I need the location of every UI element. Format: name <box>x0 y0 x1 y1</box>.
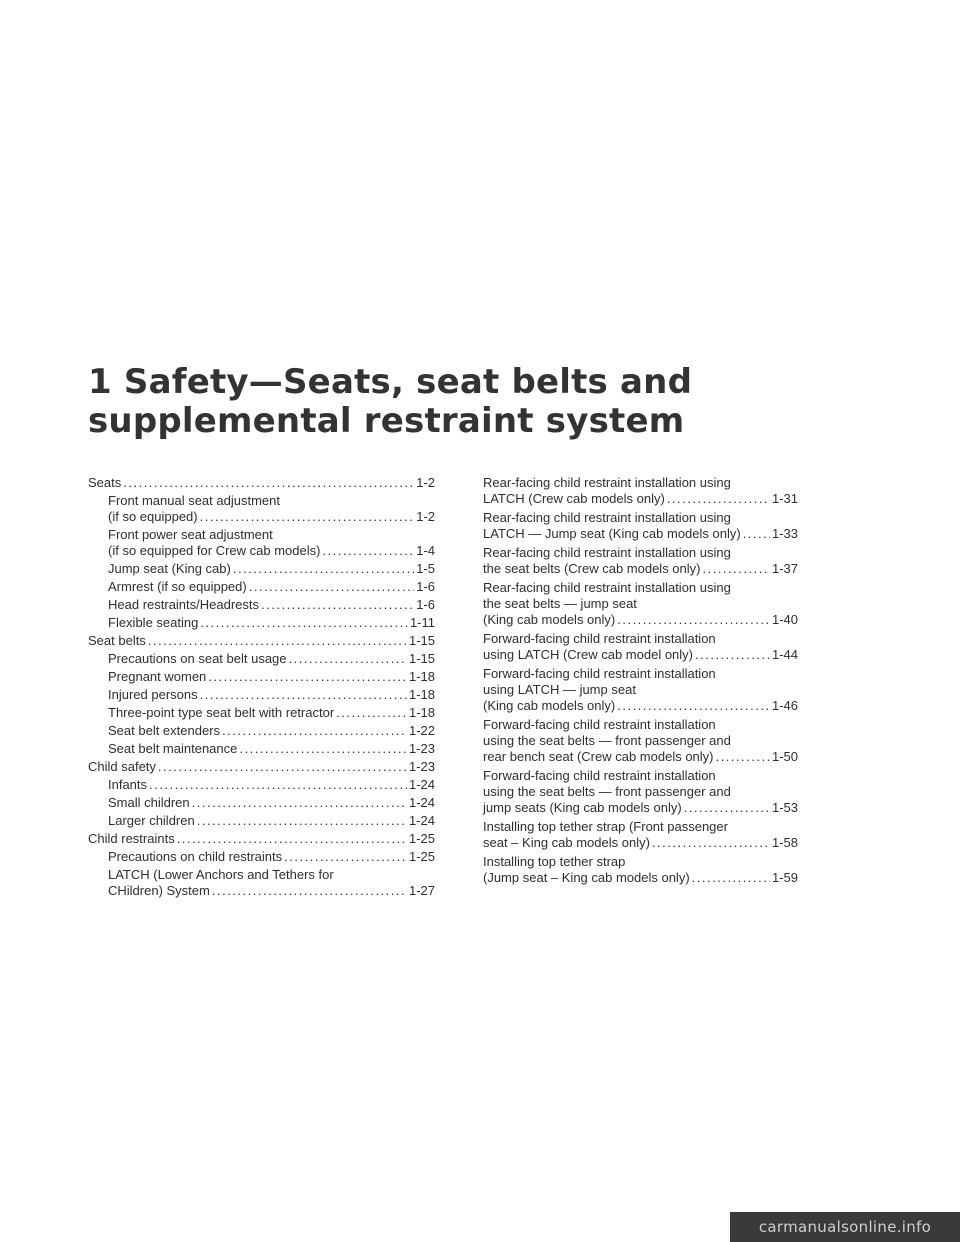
toc-left-column <box>88 475 435 901</box>
toc-entry[interactable] <box>88 723 435 739</box>
toc-entry-leader-row <box>483 647 798 663</box>
dot-leader <box>289 651 407 667</box>
toc-entry-text: (King cab models only) <box>483 612 616 627</box>
dot-leader <box>695 647 770 663</box>
toc-page-number: 1-2 <box>416 475 435 490</box>
dot-leader <box>123 475 414 491</box>
toc-entry[interactable] <box>483 854 798 886</box>
dot-leader <box>148 633 407 649</box>
toc-page-number: 1-37 <box>771 561 798 576</box>
toc-entry-leader-row <box>483 698 798 714</box>
toc-entry-text: Forward-facing child restraint installation <box>483 768 716 783</box>
toc-entry-leader-row <box>108 561 435 577</box>
toc-entry-text: CHildren) System <box>108 883 210 898</box>
toc-entry-text: Flexible seating <box>108 615 199 630</box>
toc-entry-text: Rear-facing child restraint installation using <box>483 545 731 560</box>
toc-entry-leader-row <box>88 831 435 847</box>
toc-entry-leader-row <box>483 749 798 765</box>
toc-entry-text: Forward-facing child restraint installation <box>483 717 716 732</box>
toc-entry-text: Seats <box>88 475 122 490</box>
toc-page-number: 1-11 <box>409 615 435 630</box>
chapter-title-line-2: supplemental restraint system <box>88 401 685 441</box>
toc-entry[interactable] <box>88 615 435 631</box>
watermark-banner[interactable] <box>730 1212 960 1242</box>
toc-entry-leader-row <box>483 612 798 628</box>
toc-page-number: 1-6 <box>416 597 435 612</box>
toc-page-number: 1-24 <box>408 795 435 810</box>
toc-entry-text: Jump seat (King cab) <box>108 561 231 576</box>
dot-leader <box>322 543 414 559</box>
toc-entry-text: rear bench seat (Crew cab models only) <box>483 749 714 764</box>
dot-leader <box>667 491 770 507</box>
toc-entry-leader-row <box>108 813 435 829</box>
toc-entry-leader-row <box>108 651 435 667</box>
dot-leader <box>197 813 407 829</box>
toc-entry[interactable] <box>88 579 435 595</box>
toc-entry-text: Pregnant women <box>108 669 207 684</box>
toc-page-number: 1-25 <box>408 831 435 846</box>
toc-entry[interactable] <box>88 669 435 685</box>
toc-page-number: 1-58 <box>771 835 798 850</box>
toc-entry-text: Front manual seat adjustment <box>108 493 280 508</box>
toc-entry[interactable] <box>88 867 435 899</box>
toc-entry-text: the seat belts — jump seat <box>483 596 637 611</box>
toc-entry-leader-row <box>108 741 435 757</box>
toc-page-number: 1-40 <box>771 612 798 627</box>
toc-page-number: 1-4 <box>416 543 435 558</box>
toc-entry-leader-row <box>108 777 435 793</box>
toc-entry[interactable] <box>88 813 435 829</box>
toc-entry-text: Small children <box>108 795 190 810</box>
dot-leader <box>200 687 407 703</box>
toc-entry-leader-row <box>483 561 798 577</box>
toc-entry-text: Front power seat adjustment <box>108 527 273 542</box>
toc-page-number: 1-53 <box>771 800 798 815</box>
toc-entry-text: Infants <box>108 777 148 792</box>
toc-page-number: 1-18 <box>408 669 435 684</box>
toc-entry[interactable] <box>88 527 435 559</box>
toc-entry-text: LATCH — Jump seat (King cab models only) <box>483 526 741 541</box>
toc-entry[interactable] <box>483 717 798 765</box>
toc-entry[interactable] <box>88 759 435 775</box>
toc-entry[interactable] <box>88 687 435 703</box>
toc-entry[interactable] <box>88 633 435 649</box>
dot-leader <box>200 509 415 525</box>
toc-entry-leader-row <box>108 579 435 595</box>
toc-page-number: 1-6 <box>416 579 435 594</box>
toc-entry-leader-row <box>483 870 798 886</box>
toc-entry-leader-row <box>108 669 435 685</box>
toc-entry-leader-row <box>88 633 435 649</box>
toc-entry-text: Rear-facing child restraint installation using <box>483 475 731 490</box>
toc-page-number: 1-15 <box>408 651 435 666</box>
toc-page-number: 1-44 <box>771 647 798 662</box>
dot-leader <box>212 883 407 899</box>
toc-entry-leader-row <box>108 687 435 703</box>
toc-entry-leader-row <box>483 800 798 816</box>
dot-leader <box>158 759 407 775</box>
toc-page-number: 1-27 <box>408 883 435 898</box>
dot-leader <box>200 615 408 631</box>
dot-leader <box>617 698 770 714</box>
toc-page-number: 1-50 <box>771 749 798 764</box>
dot-leader <box>702 561 769 577</box>
dot-leader <box>652 835 770 851</box>
toc-page-number: 1-2 <box>416 509 435 524</box>
dot-leader <box>149 777 407 793</box>
dot-leader <box>284 849 407 865</box>
toc-entry-text: Child restraints <box>88 831 175 846</box>
dot-leader <box>208 669 407 685</box>
toc-entry[interactable] <box>483 666 798 714</box>
toc-entry-text: Precautions on seat belt usage <box>108 651 287 666</box>
toc-entry-leader-row <box>108 883 435 899</box>
toc-entry-leader-row <box>108 509 435 525</box>
dot-leader <box>249 579 414 595</box>
toc-entry[interactable] <box>88 831 435 847</box>
toc-entry[interactable] <box>483 819 798 851</box>
toc-entry-leader-row <box>108 705 435 721</box>
toc-entry-text: seat – King cab models only) <box>483 835 650 850</box>
toc-entry[interactable] <box>88 475 435 491</box>
toc-entry-text: Rear-facing child restraint installation using <box>483 510 731 525</box>
toc-entry-leader-row <box>483 526 798 542</box>
toc-entry-text: Head restraints/Headrests <box>108 597 260 612</box>
toc-page-number: 1-46 <box>771 698 798 713</box>
dot-leader <box>233 561 414 577</box>
toc-page-number: 1-25 <box>408 849 435 864</box>
toc-entry[interactable] <box>88 705 435 721</box>
toc-entry[interactable] <box>483 545 798 577</box>
toc-entry-text: Seat belt extenders <box>108 723 221 738</box>
toc-entry-text: Rear-facing child restraint installation using <box>483 580 731 595</box>
toc-entry-text: using LATCH — jump seat <box>483 682 636 697</box>
toc-entry-text: using the seat belts — front passenger and <box>483 784 731 799</box>
toc-entry[interactable] <box>88 597 435 613</box>
dot-leader <box>222 723 407 739</box>
toc-entry[interactable] <box>88 777 435 793</box>
toc-page-number: 1-24 <box>408 813 435 828</box>
dot-leader <box>743 526 770 542</box>
toc-entry-text: Installing top tether strap (Front passenger <box>483 819 728 834</box>
toc-entry-text: Installing top tether strap <box>483 854 626 869</box>
toc-page-number: 1-33 <box>771 526 798 541</box>
toc-entry-text: using LATCH (Crew cab model only) <box>483 647 693 662</box>
toc-page-number: 1-5 <box>416 561 435 576</box>
toc-entry[interactable] <box>88 741 435 757</box>
dot-leader <box>716 749 770 765</box>
toc-entry[interactable] <box>483 580 798 628</box>
dot-leader <box>239 741 407 757</box>
toc-entry-text: Injured persons <box>108 687 198 702</box>
toc-entry[interactable] <box>88 651 435 667</box>
toc-page-number: 1-31 <box>771 491 798 506</box>
dot-leader <box>336 705 407 721</box>
dot-leader <box>261 597 414 613</box>
toc-entry-text: Three-point type seat belt with retractor <box>108 705 335 720</box>
toc-entry-text: the seat belts (Crew cab models only) <box>483 561 701 576</box>
toc-entry-text: Precautions on child restraints <box>108 849 283 864</box>
toc-entry-text: Forward-facing child restraint installation <box>483 666 716 681</box>
toc-entry-text: (King cab models only) <box>483 698 616 713</box>
toc-entry[interactable] <box>483 768 798 816</box>
toc-entry[interactable] <box>483 510 798 542</box>
toc-entry-text: LATCH (Crew cab models only) <box>483 491 665 506</box>
toc-entry-text: LATCH (Lower Anchors and Tethers for <box>108 867 334 882</box>
toc-entry[interactable] <box>88 561 435 577</box>
toc-page-number: 1-59 <box>771 870 798 885</box>
dot-leader <box>692 870 770 886</box>
toc-entry[interactable] <box>483 631 798 663</box>
toc-entry-text: Forward-facing child restraint installation <box>483 631 716 646</box>
toc-entry[interactable] <box>88 795 435 811</box>
toc-entry-text: using the seat belts — front passenger and <box>483 733 731 748</box>
chapter-title <box>88 363 908 441</box>
toc-entry-leader-row <box>483 491 798 507</box>
dot-leader <box>684 800 770 816</box>
toc-right-column <box>483 475 798 889</box>
toc-page-number: 1-15 <box>408 633 435 648</box>
watermark-text: carmanualsonline.info <box>758 1218 932 1236</box>
toc-entry-leader-row <box>88 475 435 491</box>
toc-entry-leader-row <box>108 597 435 613</box>
toc-entry-leader-row <box>108 849 435 865</box>
toc-entry-text: jump seats (King cab models only) <box>483 800 682 815</box>
toc-entry[interactable] <box>88 493 435 525</box>
toc-page-number: 1-23 <box>408 741 435 756</box>
toc-page-number: 1-18 <box>408 705 435 720</box>
toc-page-number: 1-24 <box>408 777 435 792</box>
toc-entry-leader-row <box>108 795 435 811</box>
chapter-title-line-1: 1 Safety—Seats, seat belts and <box>88 362 693 402</box>
toc-page-number: 1-22 <box>408 723 435 738</box>
dot-leader <box>177 831 407 847</box>
toc-entry-leader-row <box>108 723 435 739</box>
toc-entry-text: Seat belts <box>88 633 146 648</box>
dot-leader <box>192 795 407 811</box>
toc-entry-text: (if so equipped for Crew cab models) <box>108 543 321 558</box>
toc-page-number: 1-18 <box>408 687 435 702</box>
toc-entry-leader-row <box>108 543 435 559</box>
toc-entry-text: (Jump seat – King cab models only) <box>483 870 690 885</box>
toc-entry[interactable] <box>483 475 798 507</box>
toc-entry[interactable] <box>88 849 435 865</box>
toc-entry-text: Child safety <box>88 759 156 774</box>
toc-page-number: 1-23 <box>408 759 435 774</box>
toc-entry-leader-row <box>108 615 435 631</box>
toc-entry-leader-row <box>483 835 798 851</box>
toc-entry-text: Seat belt maintenance <box>108 741 238 756</box>
toc-entry-text: Larger children <box>108 813 195 828</box>
toc-entry-text: (if so equipped) <box>108 509 198 524</box>
toc-entry-text: Armrest (if so equipped) <box>108 579 247 594</box>
toc-entry-leader-row <box>88 759 435 775</box>
dot-leader <box>617 612 770 628</box>
